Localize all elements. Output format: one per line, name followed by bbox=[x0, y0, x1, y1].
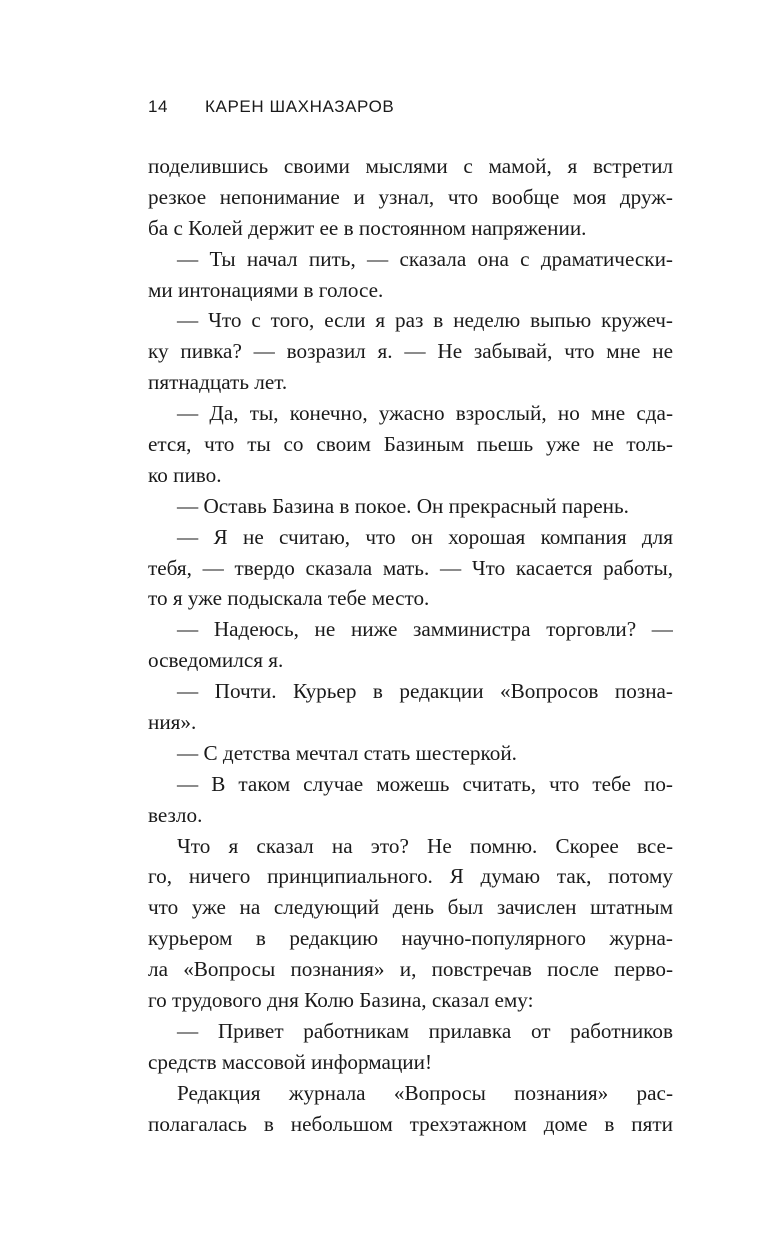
text-line: ку пивка? — возразил я. — Не забывай, что мне не bbox=[148, 339, 673, 364]
text-line: полагалась в небольшом трехэтажном доме в пяти bbox=[148, 1111, 673, 1136]
text-line: — Ты начал пить, — сказала она с драматически- bbox=[177, 246, 673, 271]
page-number: 14 bbox=[148, 97, 169, 116]
text-line: тебя, — твердо сказала мать. — Что касается работы, bbox=[148, 555, 673, 580]
text-line: поделившись своими мыслями с мамой, я встретил bbox=[148, 154, 673, 178]
text-line: — Что с того, если я раз в неделю выпью кружеч- bbox=[177, 308, 673, 333]
running-head-author: КАРЕН ШАХНАЗАРОВ bbox=[205, 97, 395, 116]
body-text bbox=[148, 151, 673, 1140]
text-line: Редакция журнала «Вопросы познания» рас- bbox=[177, 1080, 673, 1105]
text-line: что уже на следующий день был зачислен штатным bbox=[148, 895, 673, 920]
text-line: — Оставь Базина в покое. Он прекрасный парень. bbox=[177, 493, 629, 518]
text-line: ния». bbox=[148, 710, 197, 735]
text-line: ба с Колей держит ее в постоянном напряжении. bbox=[148, 215, 587, 240]
text-line: — Надеюсь, не ниже замминистра торговли? — bbox=[177, 617, 673, 642]
text-line: — Почти. Курьер в редакции «Вопросов позна- bbox=[177, 679, 673, 704]
text-line: осведомился я. bbox=[148, 648, 284, 673]
text-line: резкое непонимание и узнал, что вообще моя друж- bbox=[148, 184, 673, 209]
text-line: то я уже подыскала тебе место. bbox=[148, 586, 430, 611]
text-line: го, ничего принципиального. Я думаю так, потому bbox=[148, 864, 673, 889]
text-line: ми интонациями в голосе. bbox=[148, 277, 384, 302]
text-line: везло. bbox=[148, 802, 203, 827]
text-line: пятнадцать лет. bbox=[148, 370, 288, 395]
text-line: Что я сказал на это? Не помню. Скорее все- bbox=[177, 833, 673, 858]
text-line: го трудового дня Колю Базина, сказал ему: bbox=[148, 988, 534, 1013]
text-line: — Да, ты, конечно, ужасно взрослый, но мне сда- bbox=[177, 401, 673, 426]
text-line: ко пиво. bbox=[148, 462, 222, 487]
text-line: — В таком случае можешь считать, что тебе по- bbox=[177, 771, 673, 796]
text-line: ла «Вопросы познания» и, повстречав после перво- bbox=[148, 957, 673, 982]
text-line: — С детства мечтал стать шестеркой. bbox=[177, 740, 517, 765]
text-line: — Я не считаю, что он хорошая компания для bbox=[177, 524, 673, 549]
text-line: ется, что ты со своим Базиным пьешь уже не толь- bbox=[148, 432, 673, 457]
text-line: курьером в редакцию научно-популярного журна- bbox=[148, 926, 673, 951]
text-line: — Привет работникам прилавка от работников bbox=[177, 1018, 673, 1043]
text-line: средств массовой информации! bbox=[148, 1049, 433, 1074]
running-head bbox=[148, 97, 394, 117]
